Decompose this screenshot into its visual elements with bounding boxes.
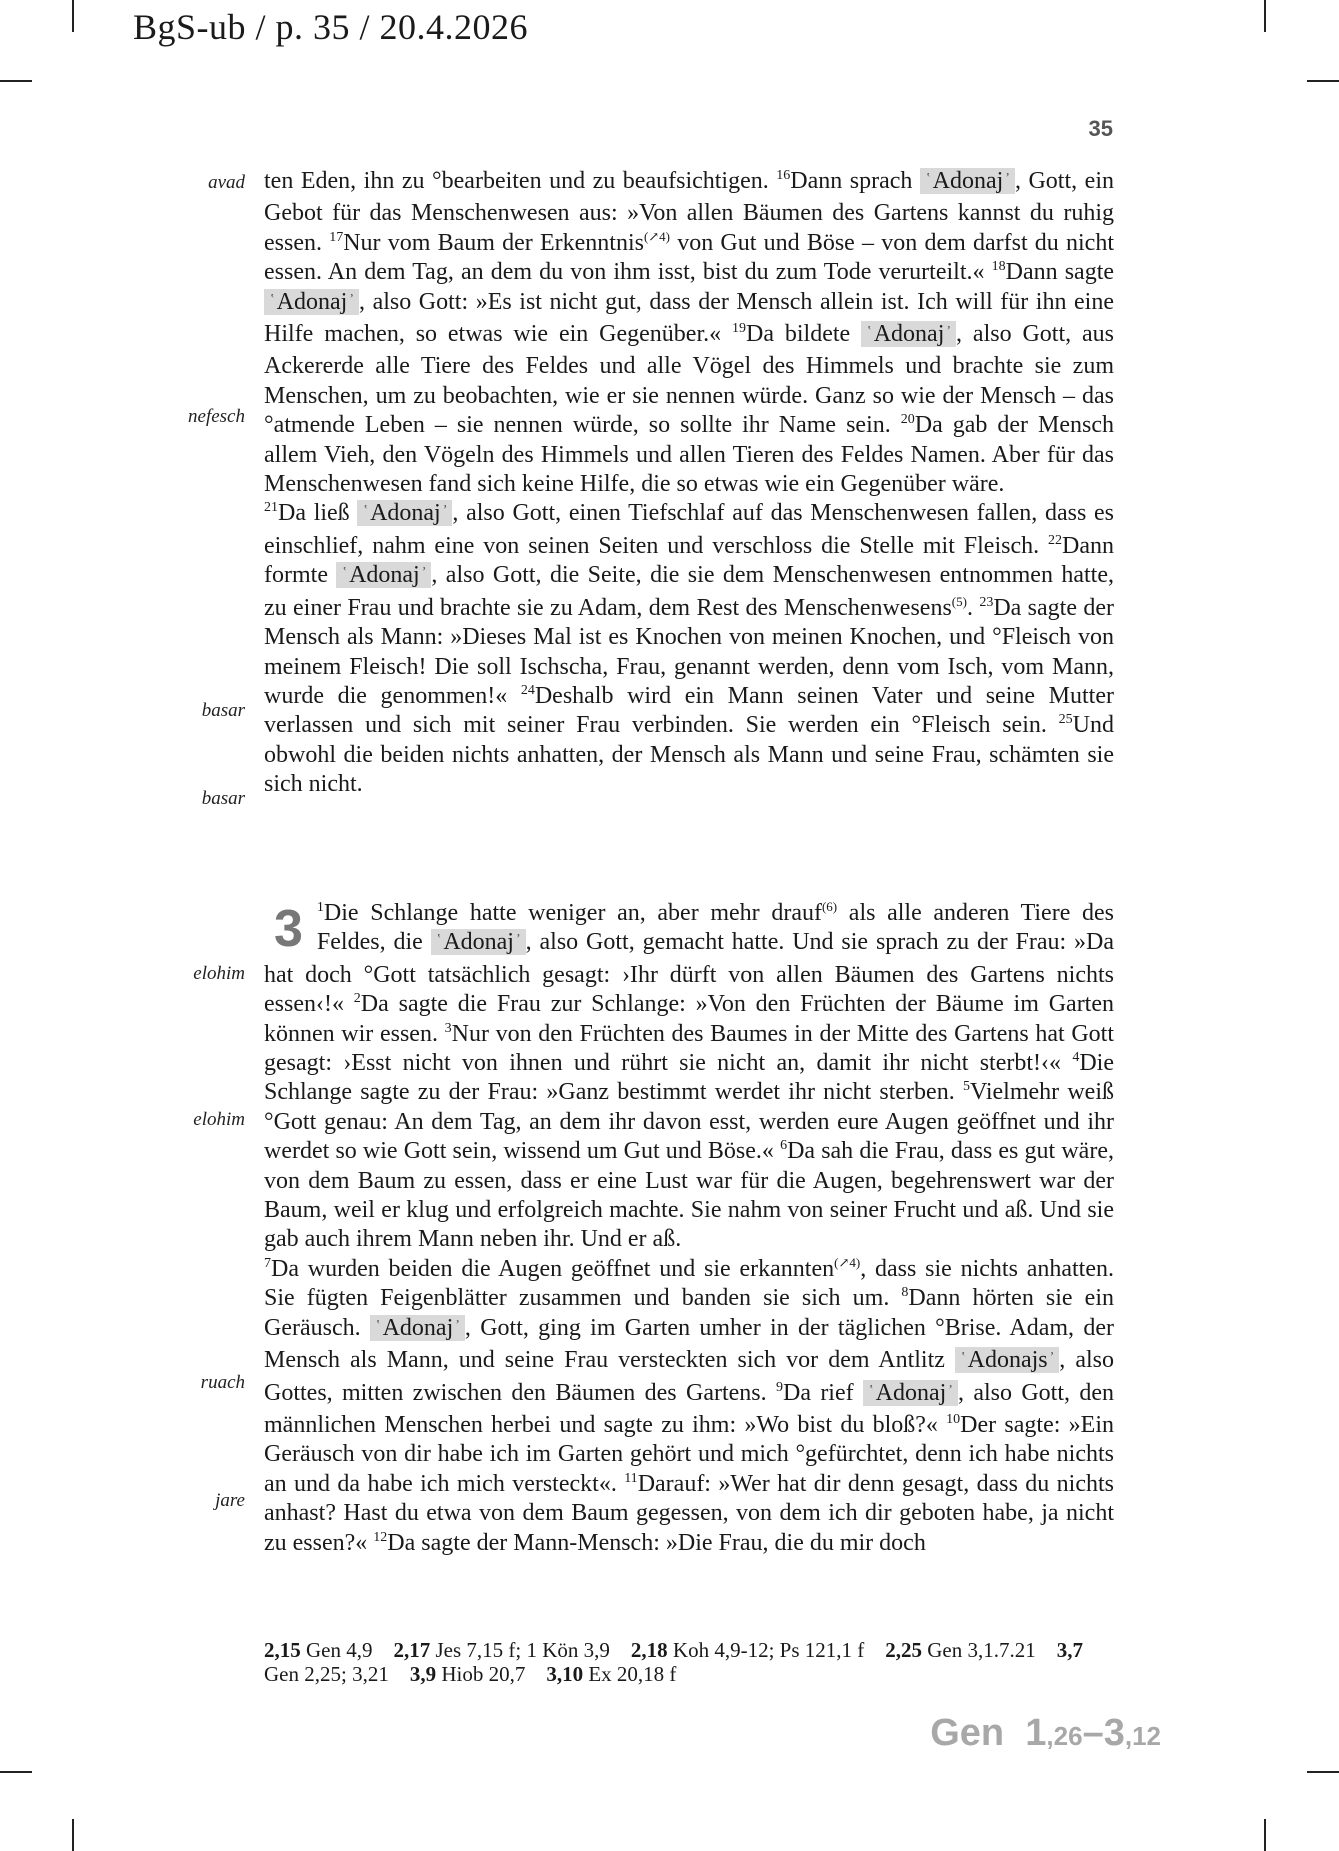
verse-number: 12: [373, 1529, 388, 1545]
gloss-basar: basar: [201, 788, 245, 809]
header-slug: BgS-ub / p. 35 / 20.4.2026: [133, 7, 529, 47]
xref-ref: 2,25: [885, 1638, 923, 1662]
divine-name: ʽ Adonaj ʼ: [861, 321, 956, 347]
xref-text: Hiob 20,7: [441, 1662, 526, 1686]
xref-text: Gen 3,1.7.21: [927, 1638, 1036, 1662]
paragraph: ten Eden, ihn zu °bearbeiten und zu beaufsichtigen. $^{16}$Dann sprach ʽ Adonaj ʼ , Gott, ein Gebot für das Menschenwesen aus: »Von allen Bäumen des Gartens kannst du ruhig essen. $^{17}$Nur vom Baum der Erkenntnis$^{(↗4)}$ von Gut und Böse – von dem darfst du nicht essen. An dem Tag, an dem du von ihm isst, bist du zum Tode verurteilt.« $^{18}$Dann sagte ʽ Adonaj ʼ , also Gott: »Es ist nicht gut, dass der Mensch allein ist. Ich will für ihn eine Hilfe machen, so etwas wie ein Gegenüber.« $^{19}$Da bildete ʽ Adonaj ʼ , also Gott, aus Ackererde alle Tiere des Feldes und alle Vögel des Himmels und brachte sie zum Menschen, um zu beobachten, wie er sie nennen würde. Ganz so wie der Mensch – das °atmende Leben – sie nennen würde, so sollte ihr Name sein. $^{20}$Da gab der Mensch allem Vieh, den Vögeln des Himmels und allen Tieren des Feldes Namen. Aber für das Menschenwesen fand sich keine Hilfe, die so etwas wie ein Gegenüber wäre.: [264, 167, 1114, 499]
crop-mark: [0, 80, 32, 82]
divine-name: ʽ Adonaj ʼ: [863, 1380, 958, 1406]
verse-number: 25: [1058, 712, 1073, 728]
verse-number: 1: [316, 900, 324, 915]
footer-book: Gen: [930, 1712, 1005, 1754]
footer-verse: ,26: [1046, 1721, 1083, 1751]
verse-number: 18: [991, 259, 1006, 275]
xref-text: Gen 2,25; 3,21: [264, 1662, 389, 1686]
verse-number: 19: [732, 321, 746, 337]
verse-number: 16: [776, 168, 791, 183]
crop-mark: [1307, 80, 1339, 82]
gloss-jare: jare: [215, 1490, 245, 1511]
crop-mark: [1264, 0, 1266, 32]
gloss-ruach: ruach: [200, 1372, 245, 1393]
crop-mark: [1264, 1819, 1266, 1851]
footer-dash: –: [1082, 1712, 1104, 1754]
verse-number: 20: [900, 412, 915, 428]
xref-ref: 2,15: [264, 1638, 301, 1662]
paragraph: 3 $^1$Die Schlange hatte weniger an, aber mehr drauf$^{(6)}$ als alle anderen Tiere des Feldes, die ʽ Adonaj ʼ , also Gott, gemacht hatte. Und sie sprach zu der Frau: »Da hat doch °Gott tatsächlich gesagt: ›Ihr dürft von allen Bäumen des Gartens nichts essen‹!« $^2$Da sagte die Frau zur Schlange: »Von den Früchten der Bäume im Garten können wir essen. $^3$Nur von den Früchten des Baumes in der Mitte des Gartens hat Gott gesagt: ›Esst nicht von ihnen und rührt sie nicht an, damit ihr nicht sterbt!‹« $^4$Die Schlange sagte zu der Frau: »Ganz bestimmt werdet ihr nicht sterben. $^5$Vielmehr weiß °Gott genau: An dem Tag, an dem ihr davon esst, werden eure Augen geöffnet und ihr werdet so wie Gott sein, wissend um Gut und Böse.« $^6$Da sah die Frau, dass es gut wäre, von dem Baum zu essen, dass er eine Lust war für die Augen, begehrenswert war der Baum, weil er klug und erfolgreich machte. Sie nahm von seiner Frucht und aß. Und sie gab auch ihrem Mann neben ihr. Und er aß.: [264, 899, 1114, 1255]
verse-number: 7: [264, 1255, 271, 1271]
divine-name: ʽ Adonaj ʼ: [357, 500, 452, 526]
xref-text: Koh 4,9-12; Ps 121,1 f: [672, 1638, 865, 1662]
footer-chapter: 1: [1025, 1712, 1047, 1754]
crop-mark: [72, 1819, 74, 1851]
gloss-elohim: elohim: [193, 1109, 245, 1130]
verse-number: 9: [775, 1379, 783, 1395]
divine-name: ʽ Adonaj ʼ: [431, 929, 526, 955]
divine-name: ʽ Adonaj ʼ: [264, 289, 359, 315]
verse-number: 3: [444, 1020, 452, 1036]
page-number: 35: [1088, 116, 1113, 141]
crop-mark: [1307, 1771, 1339, 1773]
gloss-nefesch: nefesch: [188, 406, 245, 427]
verse-number: 17: [329, 229, 344, 245]
verse-number: 10: [946, 1411, 961, 1427]
xref-ref: 3,10: [546, 1662, 584, 1686]
xref-ref: 3,7: [1056, 1638, 1084, 1662]
xref-ref: 2,17: [393, 1638, 431, 1662]
chapter-2-text: [264, 167, 1114, 800]
xref-text: Gen 4,9: [306, 1638, 373, 1662]
verse-number: 2: [353, 991, 361, 1007]
running-reference: [930, 1712, 1161, 1755]
chapter-3-text: [264, 899, 1114, 1558]
verse-number: 6: [780, 1138, 788, 1154]
gloss-basar: basar: [201, 700, 245, 721]
xref-ref: 2,18: [630, 1638, 668, 1662]
verse-number: 21: [264, 500, 278, 516]
verse-number: 11: [624, 1470, 638, 1486]
verse-number: 24: [520, 682, 535, 698]
divine-name: ʽ Adonaj ʼ: [336, 562, 431, 588]
verse-number: 8: [901, 1285, 909, 1301]
xref-ref: 3,9: [409, 1662, 437, 1686]
paragraph: $^{21}$Da ließ ʽ Adonaj ʼ , also Gott, einen Tiefschlaf auf das Menschenwesen fallen, dass es einschlief, nahm eine von seinen Seiten und verschloss die Stelle mit Fleisch. $^{22}$Dann formte ʽ Adonaj ʼ , also Gott, die Seite, die sie dem Menschenwesen entnommen hatte, zu einer Frau und brachte sie zu Adam, dem Rest des Menschenwesens$^{(5)}$. $^{23}$Da sagte der Mensch als Mann: »Dieses Mal ist es Knochen von meinen Knochen, und °Fleisch von meinem Fleisch! Die soll Ischscha, Frau, genannt werden, denn vom Isch, vom Mann, wurde die genommen!« $^{24}$Deshalb wird ein Mann seinen Vater und seine Mutter verlassen und sich mit seiner Frau verbinden. Sie werden ein °Fleisch sein. $^{25}$Und obwohl die beiden nichts anhatten, der Mensch als Mann und seine Frau, schämten sie sich nicht.: [264, 499, 1114, 799]
chapter-number: 3: [274, 900, 303, 958]
paragraph: $^7$Da wurden beiden die Augen geöffnet und sie erkannten$^{(↗4)}$, dass sie nichts anhatten. Sie fügten Feigenblätter zusammen und banden sie sich um. $^8$Dann hörten sie ein Geräusch. ʽ Adonaj ʼ , Gott, ging im Garten umher in der täglichen °Brise. Adam, der Mensch als Mann, und seine Frau versteckten sich vor dem Antlitz ʽ Adonajs ʼ , also Gottes, mitten zwischen den Bäumen des Gartens. $^9$Da rief ʽ Adonaj ʼ , also Gott, den männlichen Menschen herbei und sagte zu ihm: »Wo bist du bloß?« $^{10}$Der sagte: »Ein Geräusch von dir habe ich im Garten gehört und mich °gefürchtet, denn ich habe nichts an und da habe ich mich versteckt«. $^{11}$Darauf: »Wer hat dir denn gesagt, dass du nichts anhast? Hast du etwa von dem Baum gegessen, von dem ich dir geboten habe, ja nicht zu essen?« $^{12}$Da sagte der Mann-Mensch: »Die Frau, die du mir doch: [264, 1255, 1114, 1558]
divine-name: ʽ Adonaj ʼ: [920, 168, 1015, 194]
verse-number: 4: [1072, 1050, 1080, 1066]
xref-text: Jes 7,15 f; 1 Kön 3,9: [435, 1638, 610, 1662]
verse-number: 23: [979, 594, 994, 610]
footnote-mark: (↗4): [834, 1254, 861, 1270]
footnote-mark: (↗4): [643, 228, 671, 244]
footer-verse: ,12: [1124, 1721, 1161, 1751]
gloss-elohim: elohim: [193, 963, 245, 984]
verse-number: 22: [1048, 532, 1063, 548]
verse-number: 5: [962, 1079, 970, 1095]
footnote-mark: (5): [951, 593, 967, 609]
crop-mark: [0, 1771, 32, 1773]
divine-name: ʽ Adonaj ʼ: [370, 1315, 465, 1341]
gloss-avad: avad: [208, 172, 245, 193]
cross-references: [264, 1638, 1114, 1686]
footer-chapter: 3: [1103, 1712, 1125, 1754]
divine-name: ʽ Adonajs ʼ: [955, 1347, 1059, 1373]
footnote-mark: (6): [821, 899, 838, 914]
xref-text: Ex 20,18 f: [588, 1662, 677, 1686]
crop-mark: [72, 0, 74, 32]
